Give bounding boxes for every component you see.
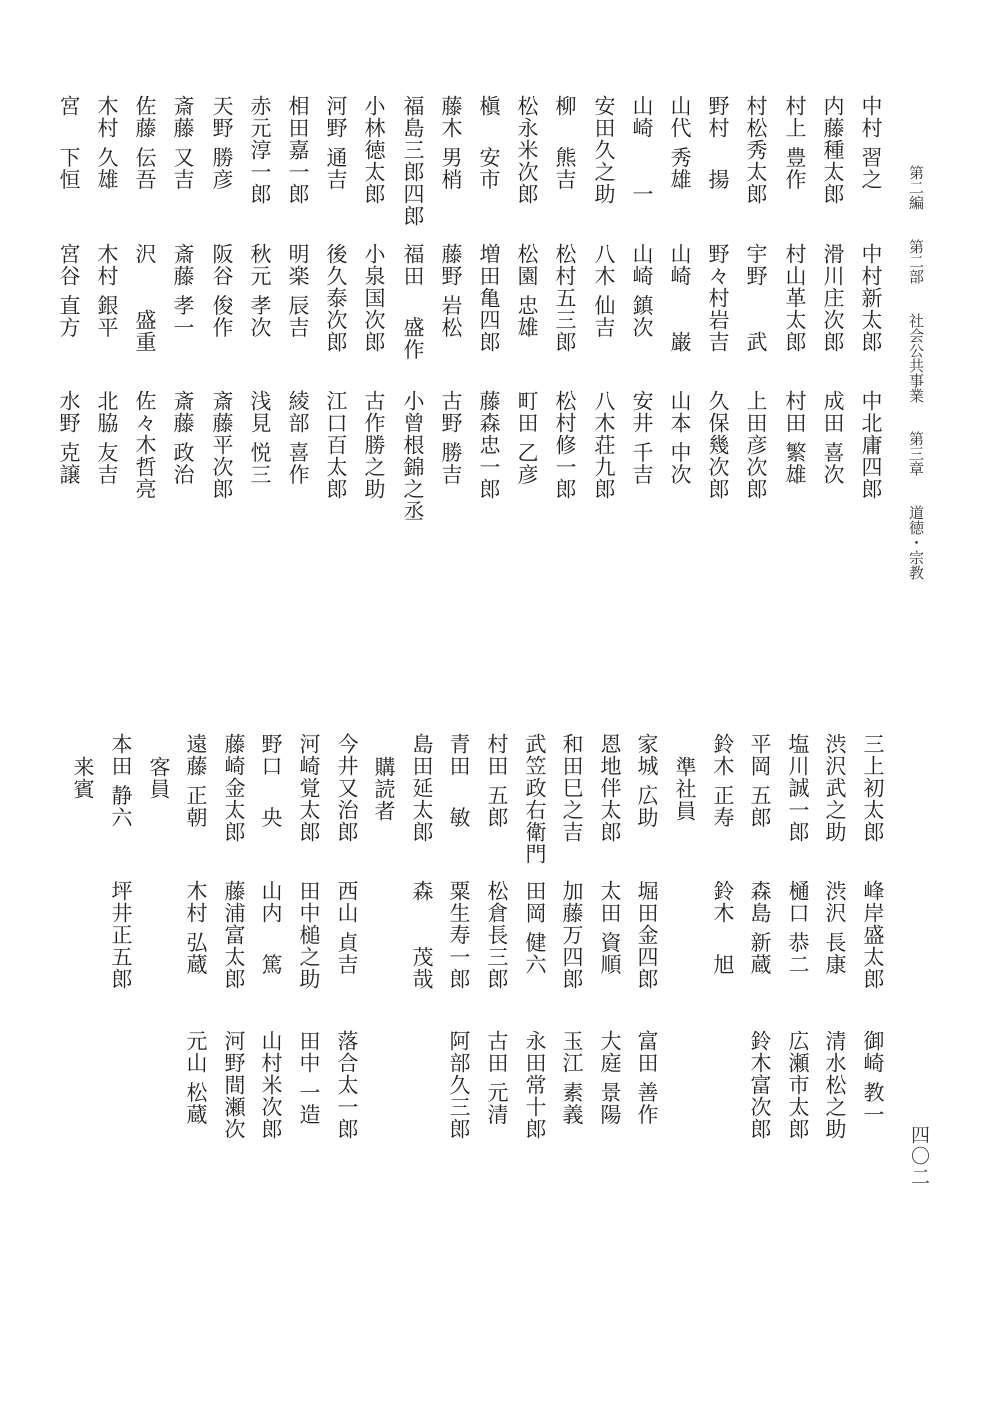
member-name: 木村 久雄 [95, 95, 119, 191]
page-number: 四〇二 [908, 1125, 930, 1188]
member-name: 落合太一郎 [335, 1030, 359, 1140]
member-name: 恩地伴太郎 [598, 733, 622, 843]
member-name: 山崎 鎮次 [630, 243, 654, 339]
member-name: 村松秀太郎 [744, 95, 768, 205]
section-heading: 購読者 [372, 756, 396, 822]
member-name: 槇 安市 [477, 95, 501, 191]
member-name: 鈴木 正寿 [711, 733, 735, 829]
member-name: 太田 資順 [598, 880, 622, 976]
member-name: 内藤種太郎 [821, 95, 845, 205]
member-name: 小泉国次郎 [362, 243, 386, 353]
member-name: 江口百太郎 [324, 390, 348, 500]
member-name: 小曾根錦之丞 [401, 390, 425, 522]
member-name: 北脇 友吉 [95, 390, 119, 486]
member-name: 鈴木 旭 [711, 880, 735, 976]
member-name: 坪井正五郎 [109, 880, 133, 990]
member-name: 元山 松蔵 [184, 1030, 208, 1126]
member-name: 斎藤平次郎 [210, 390, 234, 500]
member-name: 木村 弘蔵 [184, 880, 208, 976]
member-name: 阿部久三郎 [447, 1030, 471, 1140]
member-name: 青田 敏 [447, 733, 471, 829]
member-name: 山崎 巌 [668, 243, 692, 353]
member-name: 家城 広助 [635, 733, 659, 829]
member-name: 山本 中次 [668, 390, 692, 486]
member-name: 渋沢武之助 [823, 733, 847, 843]
member-name: 佐藤 伝吾 [133, 95, 157, 191]
header-part: 第二編 [907, 165, 925, 210]
member-name: 野口 央 [259, 733, 283, 829]
member-name: 大庭 景陽 [598, 1030, 622, 1126]
member-name: 浅見 悦三 [248, 390, 272, 486]
member-name: 河崎覚太郎 [297, 733, 321, 843]
member-name: 松園 忠雄 [515, 243, 539, 339]
member-name: 森島 新蔵 [748, 880, 772, 976]
member-name: 加藤万四郎 [560, 880, 584, 990]
member-name: 田中 一造 [297, 1030, 321, 1126]
member-name: 本田 静六 [109, 733, 133, 829]
member-name: 斎藤 又吉 [171, 95, 195, 191]
member-name: 藤森忠一郎 [477, 390, 501, 500]
member-name: 藤野 岩松 [439, 243, 463, 339]
member-name: 後久泰次郎 [324, 243, 348, 353]
member-name: 滑川庄次郎 [821, 243, 845, 353]
member-name: 平岡 五郎 [748, 733, 772, 829]
member-name: 沢 盛重 [133, 243, 157, 353]
member-name: 安井 千吉 [630, 390, 654, 486]
member-name: 村山革太郎 [783, 243, 807, 353]
member-name: 古野 勝吉 [439, 390, 463, 486]
member-name: 西山 貞吉 [335, 880, 359, 976]
member-name: 佐々木哲亮 [133, 390, 157, 500]
member-name: 安田久之助 [592, 95, 616, 205]
member-name: 久保幾次郎 [706, 390, 730, 500]
header-part: 道徳・宗教 [907, 505, 925, 581]
member-name: 福田 盛作 [401, 243, 425, 361]
member-name: 藤崎金太郎 [222, 733, 246, 843]
member-name: 山代 秀雄 [668, 95, 692, 191]
member-name: 河野間瀬次 [222, 1030, 246, 1140]
member-name: 綾部 喜作 [286, 390, 310, 486]
member-name: 小林徳太郎 [362, 95, 386, 205]
member-name: 宮 下恒 [57, 95, 81, 191]
member-name: 山内 篤 [259, 880, 283, 976]
member-name: 八木 仙吉 [592, 243, 616, 339]
member-name: 永田常十郎 [523, 1030, 547, 1140]
member-name: 古作勝之助 [362, 390, 386, 500]
member-name: 藤木 男梢 [439, 95, 463, 191]
member-name: 野々村岩吉 [706, 243, 730, 353]
member-name: 田中槌之助 [297, 880, 321, 990]
member-name: 渋沢 長康 [823, 880, 847, 976]
member-name: 山村米次郎 [259, 1030, 283, 1140]
member-name: 今井又治郎 [335, 733, 359, 843]
member-name: 松倉長三郎 [485, 880, 509, 990]
member-name: 古田 元清 [485, 1030, 509, 1126]
member-name: 明楽 辰吉 [286, 243, 310, 339]
member-name: 木村 銀平 [95, 243, 119, 339]
member-name: 阪谷 俊作 [210, 243, 234, 339]
member-name: 天野 勝彦 [210, 95, 234, 191]
member-name: 富田 善作 [635, 1030, 659, 1126]
member-name: 福島三郎四郎 [401, 95, 425, 227]
member-name: 遠藤 正朝 [184, 733, 208, 829]
member-name: 宇野 武 [744, 243, 768, 353]
section-heading: 客員 [147, 756, 171, 800]
member-name: 宮谷 直方 [57, 243, 81, 339]
member-name: 上田彦次郎 [744, 390, 768, 500]
member-name: 山崎 一 [630, 95, 654, 205]
member-name: 斎藤 政治 [171, 390, 195, 486]
member-name: 野村 揚 [706, 95, 730, 191]
member-name: 増田亀四郎 [477, 243, 501, 353]
member-name: 中村 習之 [859, 95, 883, 191]
member-name: 斎藤 孝一 [171, 243, 195, 339]
member-name: 広瀬市太郎 [786, 1030, 810, 1140]
member-name: 森 茂哉 [410, 880, 434, 990]
member-name: 塩川誠一郎 [786, 733, 810, 843]
member-name: 秋元 孝次 [248, 243, 272, 339]
member-name: 三上初太郎 [861, 733, 885, 843]
header-part: 第二部 [907, 238, 925, 284]
member-name: 島田延太郎 [410, 733, 434, 843]
member-name: 中北庸四郎 [859, 390, 883, 500]
member-name: 中村新太郎 [859, 243, 883, 353]
member-name: 村上 豊作 [783, 95, 807, 191]
member-name: 鈴木富次郎 [748, 1030, 772, 1140]
member-name: 松村修一郎 [553, 390, 577, 500]
member-name: 松村五三郎 [553, 243, 577, 353]
member-name: 松永米次郎 [515, 95, 539, 205]
member-name: 堀田金四郎 [635, 880, 659, 990]
member-name: 玉江 素義 [560, 1030, 584, 1126]
member-name: 柳 熊吉 [553, 95, 577, 191]
header-part: 社会公共事業 [907, 312, 925, 403]
member-name: 成田 喜次 [821, 390, 845, 486]
member-name: 藤浦富太郎 [222, 880, 246, 990]
member-name: 村田 繁雄 [783, 390, 807, 486]
member-name: 村田 五郎 [485, 733, 509, 829]
member-name: 町田 乙彦 [515, 390, 539, 486]
member-name: 水野 克譲 [57, 390, 81, 486]
member-name: 八木荘九郎 [592, 390, 616, 500]
member-name: 樋口 恭二 [786, 880, 810, 976]
member-name: 武笠政右衛門 [523, 733, 547, 865]
member-name: 御崎 教一 [861, 1030, 885, 1126]
section-heading: 来賓 [71, 756, 95, 800]
member-name: 和田巳之吉 [560, 733, 584, 843]
member-name: 粟生寿一郎 [447, 880, 471, 990]
member-name: 田岡 健六 [523, 880, 547, 976]
section-heading: 準社員 [673, 756, 697, 822]
header-part: 第三章 [907, 431, 925, 477]
member-name: 峰岸盛太郎 [861, 880, 885, 990]
member-name: 相田嘉一郎 [286, 95, 310, 205]
member-name: 赤元淳一郎 [248, 95, 272, 205]
member-name: 河野 通吉 [324, 95, 348, 191]
member-name: 清水松之助 [823, 1030, 847, 1140]
